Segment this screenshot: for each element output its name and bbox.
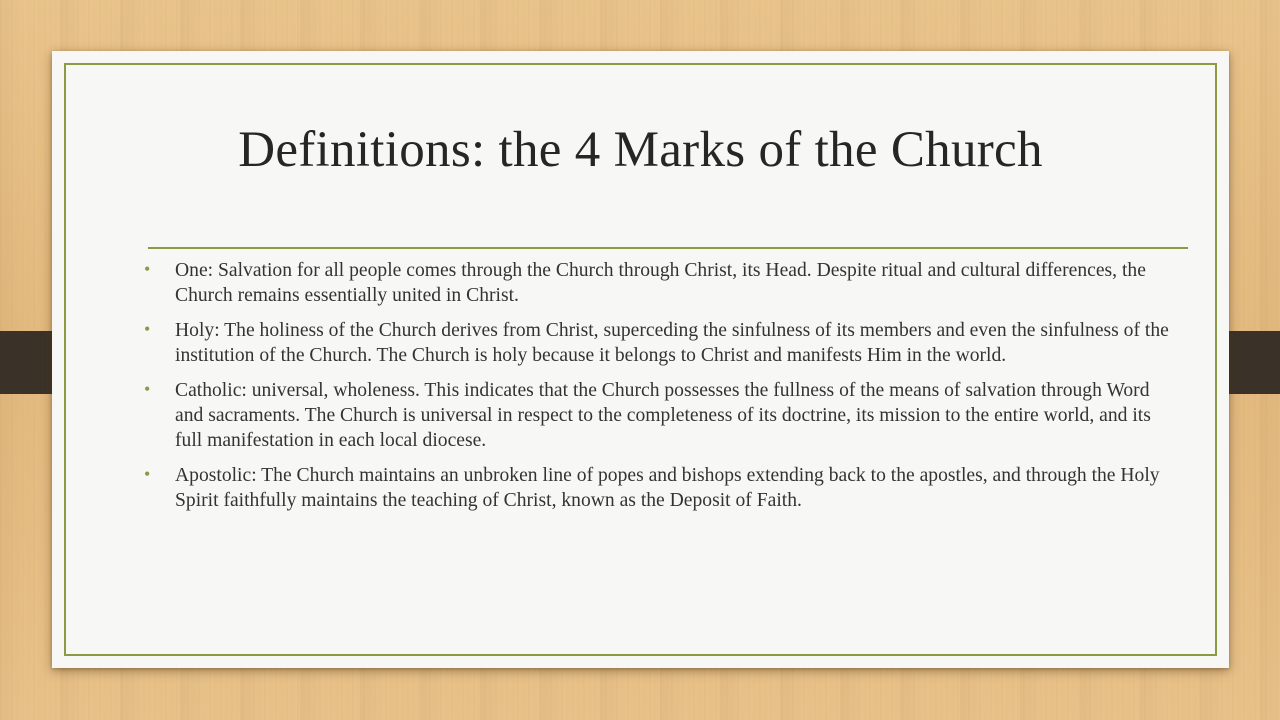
slide-card bbox=[52, 51, 1229, 668]
title-divider bbox=[148, 247, 1188, 249]
bullet-item-catholic bbox=[144, 378, 1174, 453]
bullet-dot-icon: • bbox=[144, 259, 151, 279]
bullet-text: Holy: The holiness of the Church derives from Christ, superceding the sinfulness of its members and even the sinfulness of the institution of the Church. The Church is holy because it belongs to Christ and manifests Him in the world. bbox=[175, 320, 1169, 366]
bullet-text: One: Salvation for all people comes through the Church through Christ, its Head. Despite ritual and cultural differences, the Church remains essentially united in Christ. bbox=[175, 260, 1146, 306]
bullet-item-apostolic bbox=[144, 463, 1174, 513]
bullet-item-holy bbox=[144, 318, 1174, 368]
bullet-text: Apostolic: The Church maintains an unbroken line of popes and bishops extending back to the apostles, and through the Holy Spirit faithfully maintains the teaching of Christ, known as the Deposit of Faith. bbox=[175, 465, 1160, 511]
bullet-list bbox=[144, 258, 1174, 523]
bullet-dot-icon: • bbox=[144, 379, 151, 399]
bullet-item-one bbox=[144, 258, 1174, 308]
bullet-text: Catholic: universal, wholeness. This indicates that the Church possesses the fullness of the means of salvation through Word and sacraments. The Church is universal in respect to the completeness of its doctrine, its mission to the entire world, and its full manifestation in each local diocese. bbox=[175, 380, 1151, 451]
bullet-dot-icon: • bbox=[144, 319, 151, 339]
slide-title: Definitions: the 4 Marks of the Church bbox=[238, 122, 1043, 178]
bullet-dot-icon: • bbox=[144, 464, 151, 484]
